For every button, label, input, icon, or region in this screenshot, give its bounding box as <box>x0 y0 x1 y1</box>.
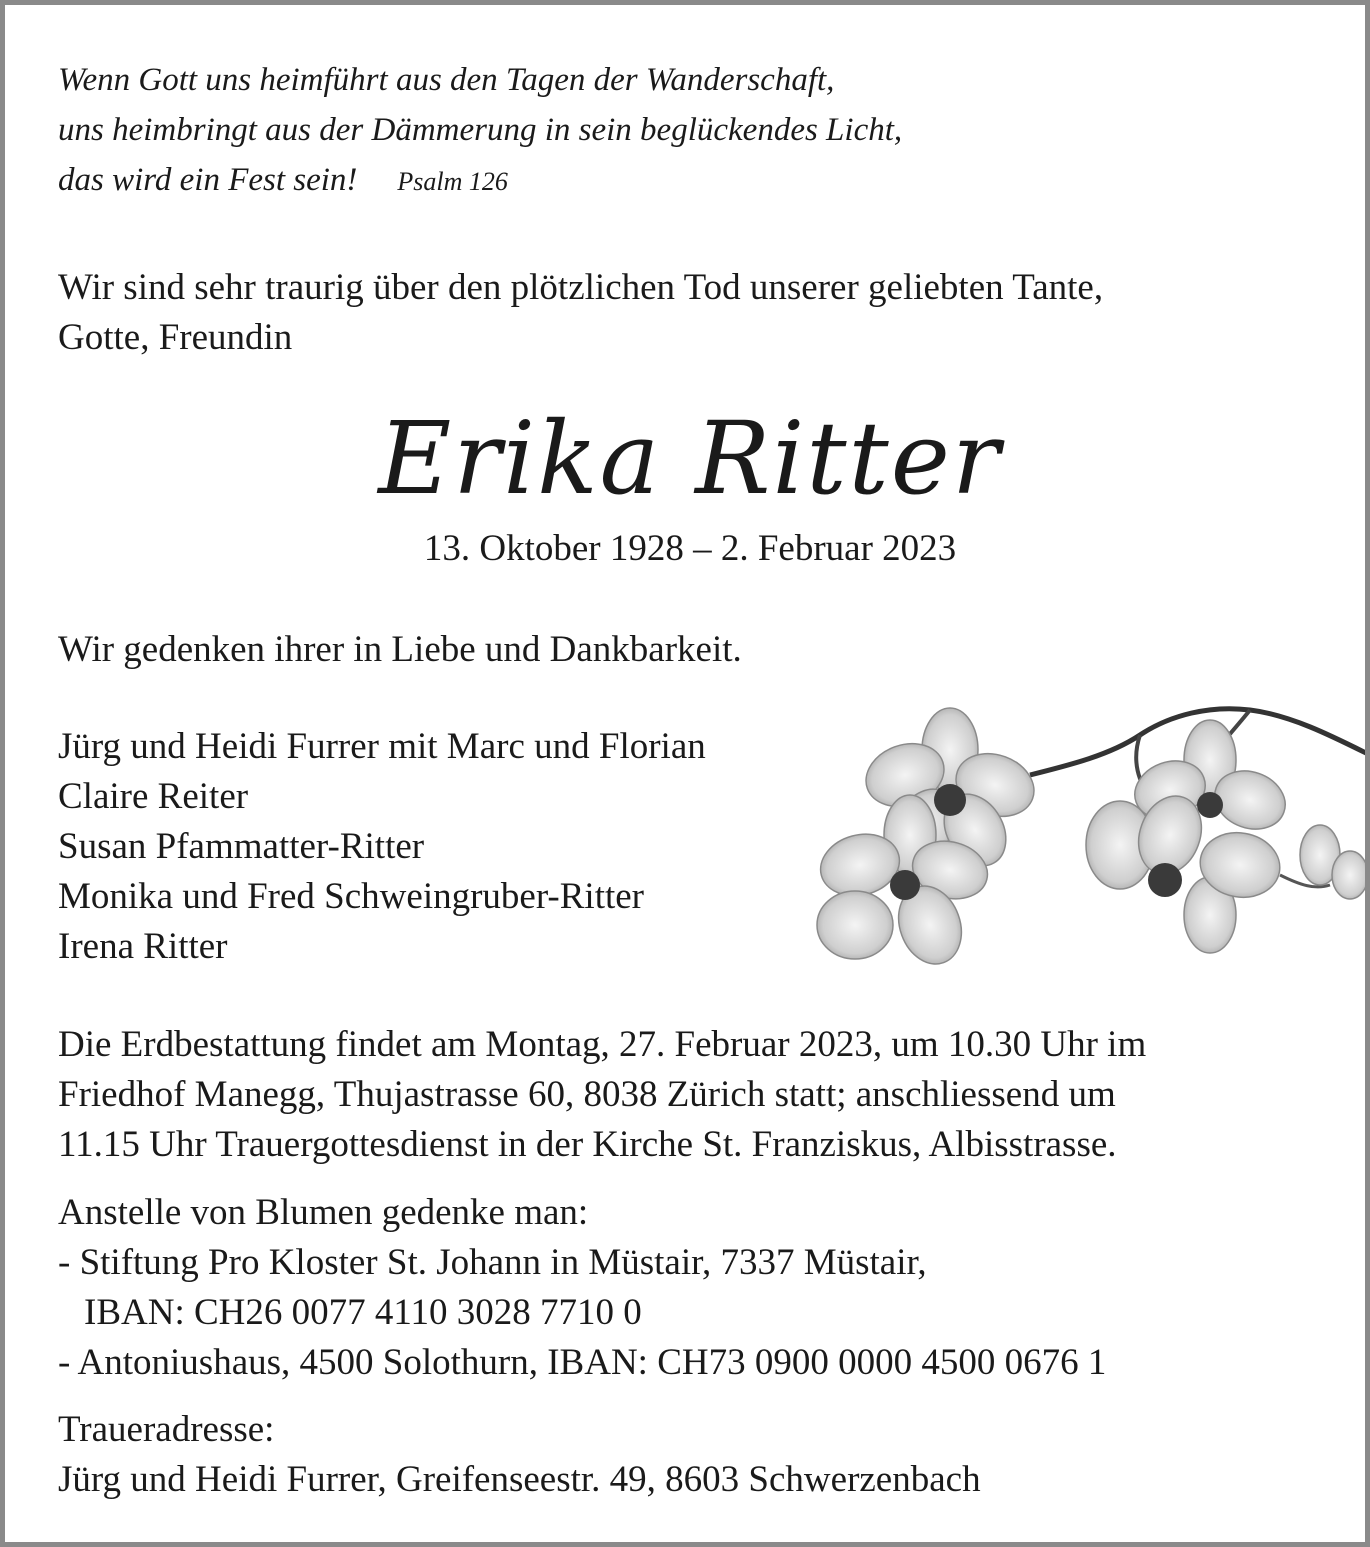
funeral-line-3: 11.15 Uhr Trauergottesdienst in der Kirche St. Franziskus, Albisstrasse. <box>58 1124 1117 1165</box>
address-line: Jürg und Heidi Furrer, Greifenseestr. 49, 8603 Schwerzenbach <box>58 1459 981 1500</box>
intro-line-2: Gotte, Freundin <box>58 317 293 358</box>
address-heading: Traueradresse: <box>58 1409 275 1450</box>
life-dates: 13. Oktober 1928 – 2. Februar 2023 <box>423 528 957 569</box>
deceased-name: Erika Ritter <box>378 400 1002 517</box>
mourner: Irena Ritter <box>58 926 228 967</box>
psalm-line-3-text: das wird ein Fest sein! <box>58 162 358 198</box>
intro-line-1: Wir sind sehr traurig über den plötzlichen Tod unserer geliebten Tante, <box>58 267 1104 308</box>
funeral-line-2: Friedhof Manegg, Thujastrasse 60, 8038 Zürich statt; anschliessend um <box>58 1074 1116 1115</box>
mourner: Claire Reiter <box>58 776 249 817</box>
donation-info <box>58 1188 1106 1388</box>
mourning-address <box>58 1405 981 1505</box>
donation-item-1: - Stiftung Pro Kloster St. Johann in Müstair, 7337 Müstair, <box>58 1242 927 1283</box>
mourners-list <box>58 722 706 972</box>
psalm-line-3 <box>58 155 508 207</box>
donation-item-1-iban: IBAN: CH26 0077 4110 3028 7710 0 <box>84 1292 642 1333</box>
funeral-info <box>58 1020 1146 1170</box>
donation-item-2: - Antoniushaus, 4500 Solothurn, IBAN: CH73 0900 0000 4500 0676 1 <box>58 1342 1107 1383</box>
mourner: Monika und Fred Schweingruber-Ritter <box>58 876 645 917</box>
psalm-line-2: uns heimbringt aus der Dämmerung in sein beglückendes Licht, <box>58 112 903 148</box>
funeral-line-1: Die Erdbestattung findet am Montag, 27. Februar 2023, um 10.30 Uhr im <box>58 1024 1147 1065</box>
psalm-line-1: Wenn Gott uns heimführt aus den Tagen der Wanderschaft, <box>58 62 835 98</box>
mourner: Susan Pfammatter-Ritter <box>58 826 425 867</box>
orchid-branch-icon <box>810 695 1370 995</box>
donation-heading: Anstelle von Blumen gedenke man: <box>58 1192 589 1233</box>
mourner: Jürg und Heidi Furrer mit Marc und Florian <box>58 726 706 767</box>
psalm-reference: Psalm 126 <box>397 167 508 196</box>
remembrance-line: Wir gedenken ihrer in Liebe und Dankbarkeit. <box>58 629 742 670</box>
